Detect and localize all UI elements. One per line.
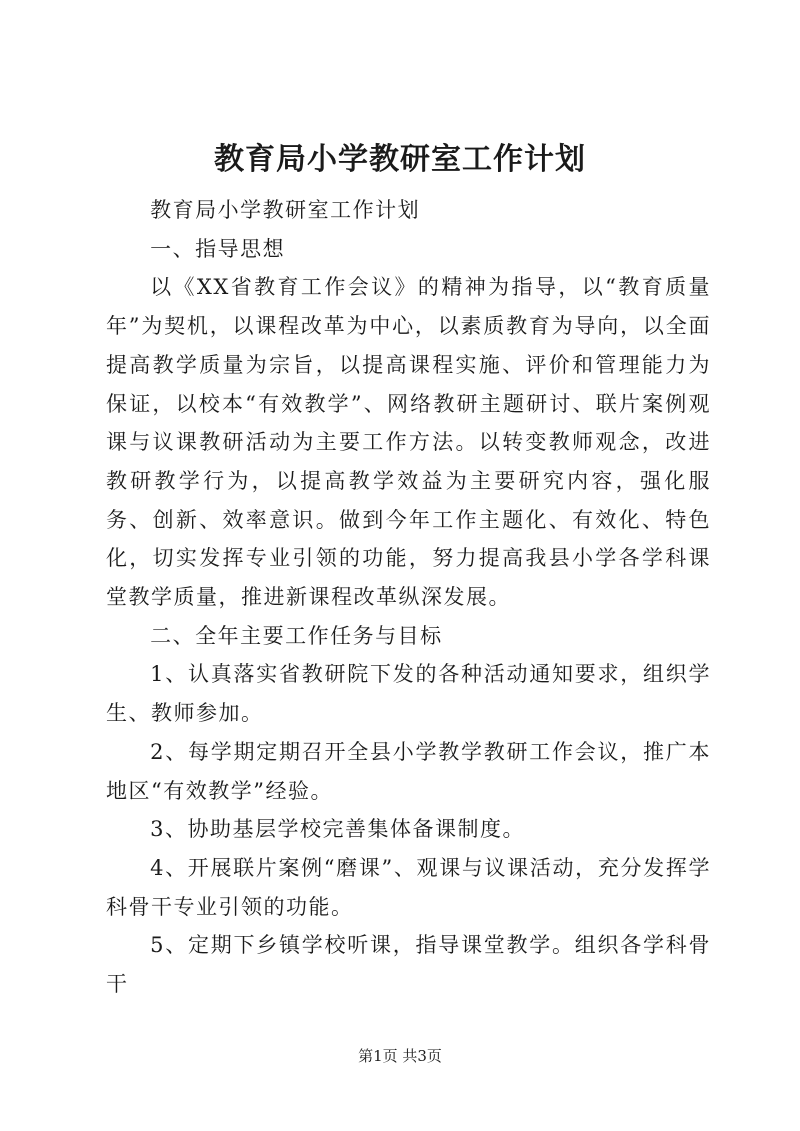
task-item-2: 2、每学期定期召开全县小学教学教研工作会议，推广本地区“有效教学”经验。 bbox=[106, 739, 711, 803]
document-body bbox=[106, 191, 711, 1004]
section-heading-main-tasks: 二、全年主要工作任务与目标 bbox=[150, 623, 443, 648]
task-item-3: 3、协助基层学校完善集体备课制度。 bbox=[150, 817, 525, 842]
task-item-1: 1、认真落实省教研院下发的各种活动通知要求，组织学生、教师参加。 bbox=[106, 662, 711, 726]
subtitle-paragraph: 教育局小学教研室工作计划 bbox=[150, 198, 421, 222]
page-number-footer: 第1页 共3页 bbox=[358, 1047, 442, 1065]
body-paragraph: 以《XX省教育工作会议》的精神为指导，以“教育质量年”为契机，以课程改革为中心，以素质教育为导向，以全面提高教学质量为宗旨，以提高课程实施、评价和管理能力为保证，以校本“有效教学”、网络教研主题研讨、联片案例观课与议课教研活动为主要工作方法。以转变教师观念，改进教研教学行为，以提高教学效益为主要研究内容，强化服务、创新、效率意识。做到今年工作主题化、有效化、特色化，切实发挥专业引领的功能，努力提高我县小学各学科课堂教学质量，推进新课程改革纵深发展。 bbox=[106, 275, 711, 610]
task-item-5: 5、定期下乡镇学校听课，指导课堂教学。组织各学科骨干 bbox=[106, 933, 711, 997]
section-heading-guiding-ideology: 一、指导思想 bbox=[150, 236, 286, 261]
task-item-4: 4、开展联片案例“磨课”、观课与议课活动，充分发挥学科骨干专业引领的功能。 bbox=[106, 855, 711, 919]
document-title: 教育局小学教研室工作计划 bbox=[214, 142, 586, 177]
